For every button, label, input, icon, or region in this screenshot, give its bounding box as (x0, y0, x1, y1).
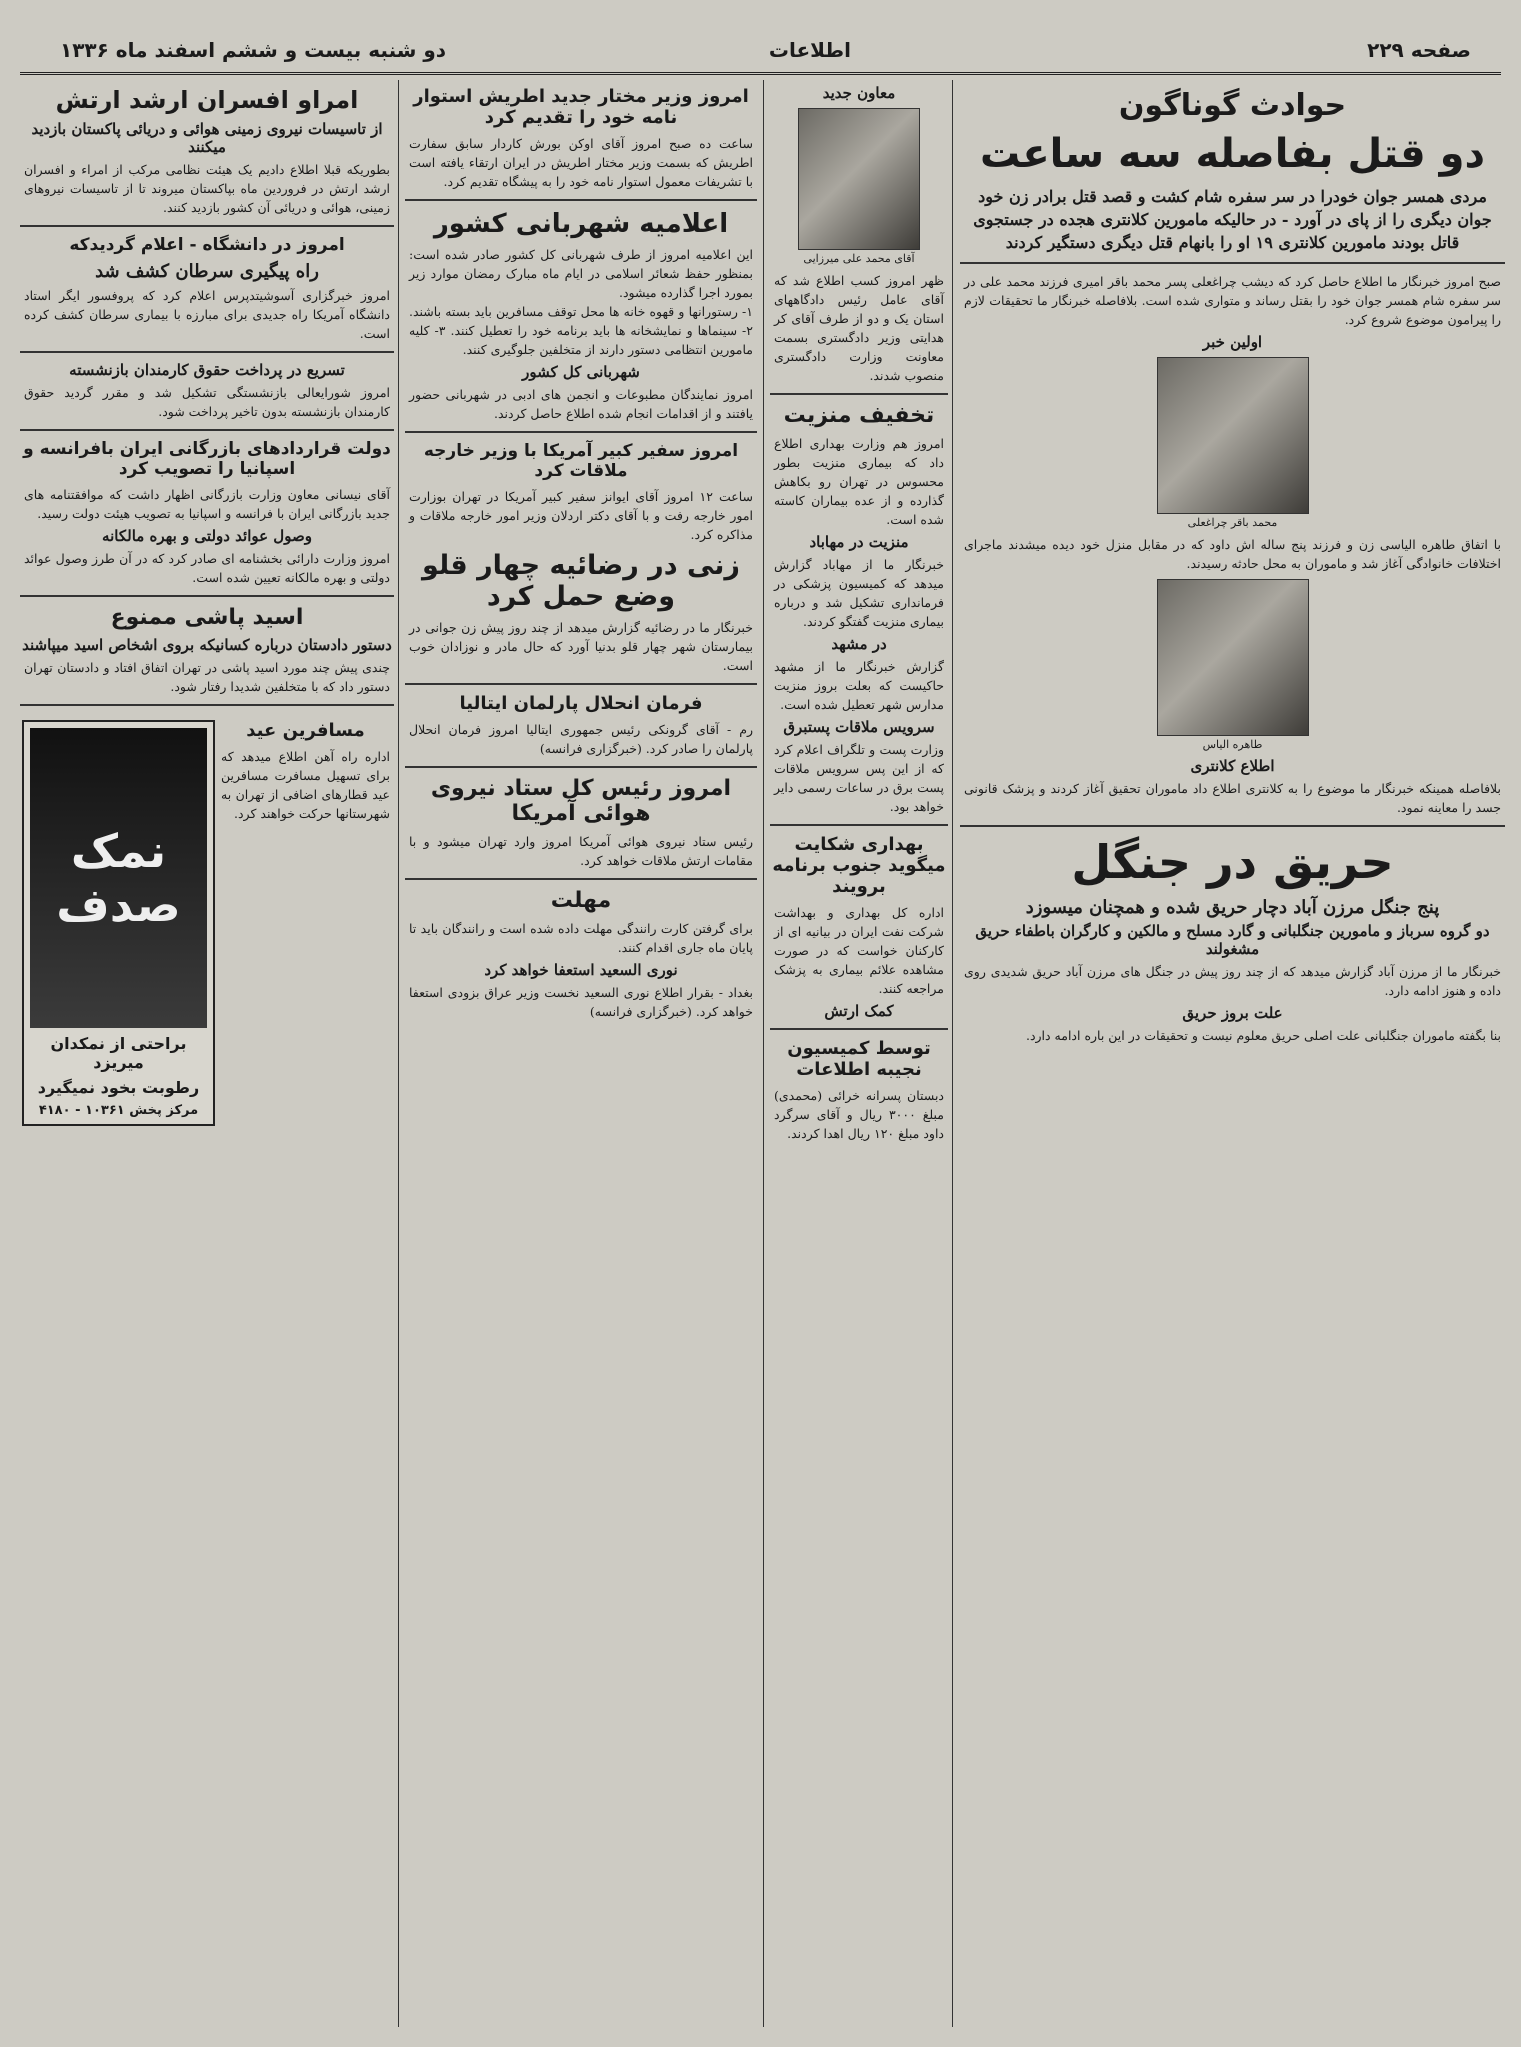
portrait-photo (798, 108, 920, 250)
body-text: اداره کل بهداری و بهداشت شرکت نفت ایران در بیانیه ای از کارکنان خواست که در صورت مشاهده علائم بیماری به پزشک مراجعه کنند. (774, 905, 944, 996)
column-health (770, 80, 948, 2027)
body-text: برای گرفتن کارت رانندگی مهلت داده شده است و رانندگان باید تا پایان ماه جاری اقدام کنند. (409, 921, 753, 955)
divider (770, 1028, 948, 1030)
body-text: این اعلامیه امروز از طرف شهربانی کل کشور صادر شده است: بمنظور حفظ شعائر اسلامی در ایام ماه مبارک رمضان موارد زیر بمورد اجرا گذارده میشود. (409, 247, 753, 300)
page-number: صفحه ۲۲۹ (1367, 38, 1471, 62)
headline: تخفیف منزیت (783, 403, 935, 428)
body-text: ظهر امروز کسب اطلاع شد که آقای عامل رئیس دادگاههای استان یک و دو از طرف آقای کر هدایتی وزیر دادگستری بسمت معاونت وزارت دادگستری منصوب شدند. (774, 273, 944, 383)
column-military (20, 80, 394, 2027)
headline: توسط کمیسیون نجیبه اطلاعات (787, 1038, 931, 1080)
body-text: امروز نمایندگان مطبوعات و انجمن های ادبی در شهربانی حضور یافتند و از اقدامات انجام شده اطلاع حاصل کردند. (409, 387, 753, 421)
salt-advertisement (22, 720, 215, 1126)
deck: پنج جنگل مرزن آباد دچار حریق شده و همچنان میسوزد (1025, 897, 1440, 918)
ad-tagline: رطوبت بخود نمیگیرد (37, 1078, 200, 1097)
headline: امروز سفیر کبیر آمریکا با وزیر خارجه ملاقات کرد (423, 441, 739, 481)
body-text: بلافاصله همینکه خبرنگار ما موضوع را به کلانتری اطلاع داد ماموران تحقیق آغاز کردند و پزشک قانونی جسد را معاینه نمود. (964, 781, 1501, 815)
paper-name: اطلاعات (768, 38, 851, 62)
issue-date: دو شنبه بیست و ششم اسفند ماه ۱۳۳۶ (60, 38, 447, 62)
body-text: بغداد - بقرار اطلاع نوری السعید نخست وزیر عراق بزودی استعفا خواهد کرد. (خبرگزاری فرانسه) (409, 985, 753, 1019)
subhead: علت بروز حریق (1182, 1004, 1283, 1022)
headline: مسافرین عید (246, 720, 365, 741)
divider (20, 595, 394, 597)
ad-footer: مرکز پخش ۱۰۳۶۱ - ۴۱۸۰ (38, 1103, 199, 1118)
ad-product-image: نمک صدف (30, 728, 207, 1028)
subhead: راه پیگیری سرطان کشف شد (95, 261, 319, 282)
headline: امروز رئیس کل ستاد نیروی هوائی آمریکا (430, 776, 732, 826)
headline: زنی در رضائیه چهار قلو وضع حمل کرد (422, 550, 740, 612)
body-text: رم - آقای گرونکی رئیس جمهوری ایتالیا امروز فرمان انحلال پارلمان را صادر کرد. (خبرگزاری فرانسه) (409, 722, 753, 756)
photo-caption: محمد باقر چراغعلی (1187, 516, 1278, 529)
divider (405, 431, 757, 433)
subhead: اطلاع کلانتری (1190, 757, 1275, 775)
subhead: از تاسیسات نیروی زمینی هوائی و دریائی پاکستان بازدید میکنند (31, 120, 383, 156)
subhead: وصول عوائد دولتی و بهره مالکانه (102, 527, 312, 545)
subhead: اولین خبر (1202, 333, 1263, 351)
body-text: امروز خبرگزاری آسوشیتدپرس اعلام کرد که پروفسور ایگر استاد دانشگاه آمریکا راه جدیدی برای مبارزه با بیماری سرطان کشف کرده است. (24, 288, 390, 341)
headline: فرمان انحلال پارلمان ایتالیا (459, 693, 703, 714)
portrait-photo (1157, 357, 1309, 514)
subhead: دستور دادستان درباره کسانیکه بروی اشخاص اسید میپاشند (22, 636, 392, 654)
body-text: گزارش خبرنگار ما از مشهد حاکیست که بعلت بروز منزیت مدارس شهر تعطیل شده است. (774, 659, 944, 712)
headline: امروز وزیر مختار جدید اطریش استوار نامه خود را تقدیم کرد (413, 86, 749, 128)
deck: دو گروه سرباز و مامورین جنگلبانی و گارد مسلح و مالکین و کارگران باطفاء حریق مشغولند (975, 922, 1490, 958)
column-rule (398, 80, 399, 2027)
column-rule (763, 80, 764, 2027)
body-text: دبستان پسرانه خرائی (محمدی) مبلغ ۳۰۰۰ ریال و آقای سرگرد داود مبلغ ۱۲۰ ریال اهدا کردند. (774, 1088, 944, 1141)
headline: امروز در دانشگاه - اعلام گردیدکه (69, 235, 345, 255)
deck: مردی همسر جوان خودرا در سر سفره شام کشت و قصد قتل برادر زن خود جوان دیگری را از پای در آورد - در حالیکه مامورین کلانتری هجده در جستجوی قاتل بودند مامورین کلانتری ۱۹ او را بانهام قتل دیگری دستگیر کردند (973, 187, 1492, 252)
divider (20, 225, 394, 227)
divider (405, 199, 757, 201)
masthead (20, 32, 1501, 75)
photo-caption: طاهره الیاس (1202, 738, 1263, 751)
column-politics (405, 80, 757, 2027)
body-text: امروز وزارت دارائی بخشنامه ای صادر کرد که در آن طرز وصول عوائد دولتی و بهره مالکانه تعیین شده است. (24, 551, 390, 585)
photo-caption: آقای محمد علی میرزایی (803, 252, 915, 265)
body-text: با اتفاق طاهره الیاسی زن و فرزند پنج ساله اش داود که در مقابل منزل خود دیده میشدند ماجرای اختلافات خانوادگی آغاز شد و ماموران به محل حادثه رسیدند. (964, 537, 1501, 571)
subhead: سرویس ملاقات پستبرق (783, 718, 935, 736)
body-text: بنا بگفته ماموران جنگلبانی علت اصلی حریق معلوم نیست و تحقیقات در این باره ادامه دارد. (1025, 1028, 1501, 1043)
divider (405, 878, 757, 880)
divider (770, 824, 948, 826)
divider (20, 429, 394, 431)
divider (770, 393, 948, 395)
body-text: امروز شورایعالی بازنشستگی تشکیل شد و مقرر گردید حقوق کارمندان بازنشسته بدون تاخیر پرداخت شود. (24, 385, 390, 419)
divider (405, 766, 757, 768)
body-text: ساعت ده صبح امروز آقای اوکن بورش کاردار سابق سفارت اطریش که بسمت وزیر مختار اطریش در ایران ارتقاء یافته است با تشریفات معمول استوار نامه خود را به پیشگاه تقدیم کرد. (409, 136, 753, 189)
body-text: امروز هم وزارت بهداری اطلاع داد که بیماری منزیت بطور محسوس در تهران رو بکاهش گذارده و از عده بیماران کاسته شده است. (774, 436, 944, 527)
headline: امراو افسران ارشد ارتش (55, 86, 359, 114)
ad-tagline: براحتی از نمکدان میریزد (50, 1034, 187, 1072)
body-text: ساعت ۱۲ امروز آقای ایوانز سفیر کبیر آمریکا در تهران بوزارت امور خارجه رفت و با آقای دکتر اردلان وزیر امور خارجه ملاقات و مذاکره کرد. (409, 489, 753, 542)
body-text: ۱- رستورانها و قهوه خانه ها محل توقف مسافرین باید بسته باشند. ۲- سینماها و نمایشخانه ها باید برنامه خود را تعطیل کنند. ۳- کلیه مامورین انتظامی دستور دارند از متخلفین جلوگیری کنند. (409, 304, 753, 357)
divider (960, 825, 1505, 827)
subhead: تسریع در پرداخت حقوق کارمندان بازنشسته (69, 361, 345, 379)
subhead: کمک ارتش (824, 1002, 894, 1020)
headline: اعلامیه شهربانی کشور (433, 209, 729, 239)
body-text: خبرنگار ما از مهاباد گزارش میدهد که کمیسیون پزشکی در فرمانداری تشکیل شد و درباره بیماری منزیت گفتگو کردند. (774, 557, 944, 629)
body-text: آقای نیسانی معاون وزارت بازرگانی اظهار داشت که موافقتنامه های جدید بازرگانی ایران با فرانسه و اسپانیا به تصویب هیئت دولت رسید. (24, 487, 390, 521)
headline: بهداری شکایت میگوید جنوب برنامه برویند (772, 834, 946, 897)
body-text: وزارت پست و تلگراف اعلام کرد که از این پس سرویس ملاقات پست برق در ساعات رسمی دایر خواهد بود. (774, 742, 944, 814)
headline-double-murder: دو قتل بفاصله سه ساعت (980, 131, 1485, 177)
body-text: چندی پیش چند مورد اسید پاشی در تهران اتفاق افتاد و دادستان تهران دستور داد که با متخلفین شدیدا رفتار شود. (24, 660, 390, 694)
travel-notice (217, 714, 394, 1132)
body-text: خبرنگار ما از مرزن آباد گزارش میدهد که از چند روز پیش در جنگل های مرزن آباد حریق شدیدی روی داده و هنوز ادامه دارد. (964, 964, 1501, 998)
divider (405, 683, 757, 685)
column-rule (952, 80, 953, 2027)
column-crime (960, 80, 1505, 2027)
headline: دولت قراردادهای بازرگانی ایران بافرانسه و اسپانیا را تصویب کرد (23, 439, 391, 479)
body-text: رئیس ستاد نیروی هوائی آمریکا امروز وارد تهران میشود و با مقامات ارتش ملاقات خواهد کرد. (409, 834, 753, 868)
body-text: بطوریکه قبلا اطلاع دادیم یک هیئت نظامی مرکب از امراء و افسران ارشد ارتش در فروردین ماه بپاکستان میروند تا از تاسیسات نیروهای زمینی، هوائی و دریائی آن کشور بازدید کنند. (24, 162, 390, 215)
bottom-row (20, 714, 394, 1132)
body-text: اداره راه آهن اطلاع میدهد که برای تسهیل مسافرت مسافرین عید قطارهای اضافی از تهران به شهرستانها حرکت خواهند کرد. (221, 749, 390, 821)
headline: مهلت (550, 888, 612, 913)
body-text: خبرنگار ما در رضائیه گزارش میدهد از چند روز پیش زن جوانی در بیمارستان شهر چهار قلو بدنیا آورد که حال مادر و نوزادان خوب است. (409, 620, 753, 673)
subhead: منزیت در مهاباد (809, 533, 909, 551)
divider (20, 351, 394, 353)
subhead: شهربانی کل کشور (522, 363, 640, 381)
rubric: معاون جدید (822, 84, 896, 102)
headline-forest-fire: حریق در جنگل (1071, 835, 1394, 889)
subhead: در مشهد (831, 635, 887, 653)
divider (20, 704, 394, 706)
portrait-photo (1157, 579, 1309, 736)
divider (960, 262, 1505, 264)
subhead: نوری السعید استعفا خواهد کرد (484, 961, 678, 979)
section-title: حوادث گوناگون (1118, 88, 1347, 123)
headline: اسید پاشی ممنوع (110, 605, 304, 630)
body-text: صبح امروز خبرنگار ما اطلاع حاصل کرد که دیشب چراغعلی پسر محمد باقر امیری فرزند محمد علی در سر سفره شام همسر جوان خود را بقتل رساند و متواری شده است. بلافاصله خبرنگار ما تحقیقات لازم را پیرامون موضوع شروع کرد. (964, 274, 1501, 327)
